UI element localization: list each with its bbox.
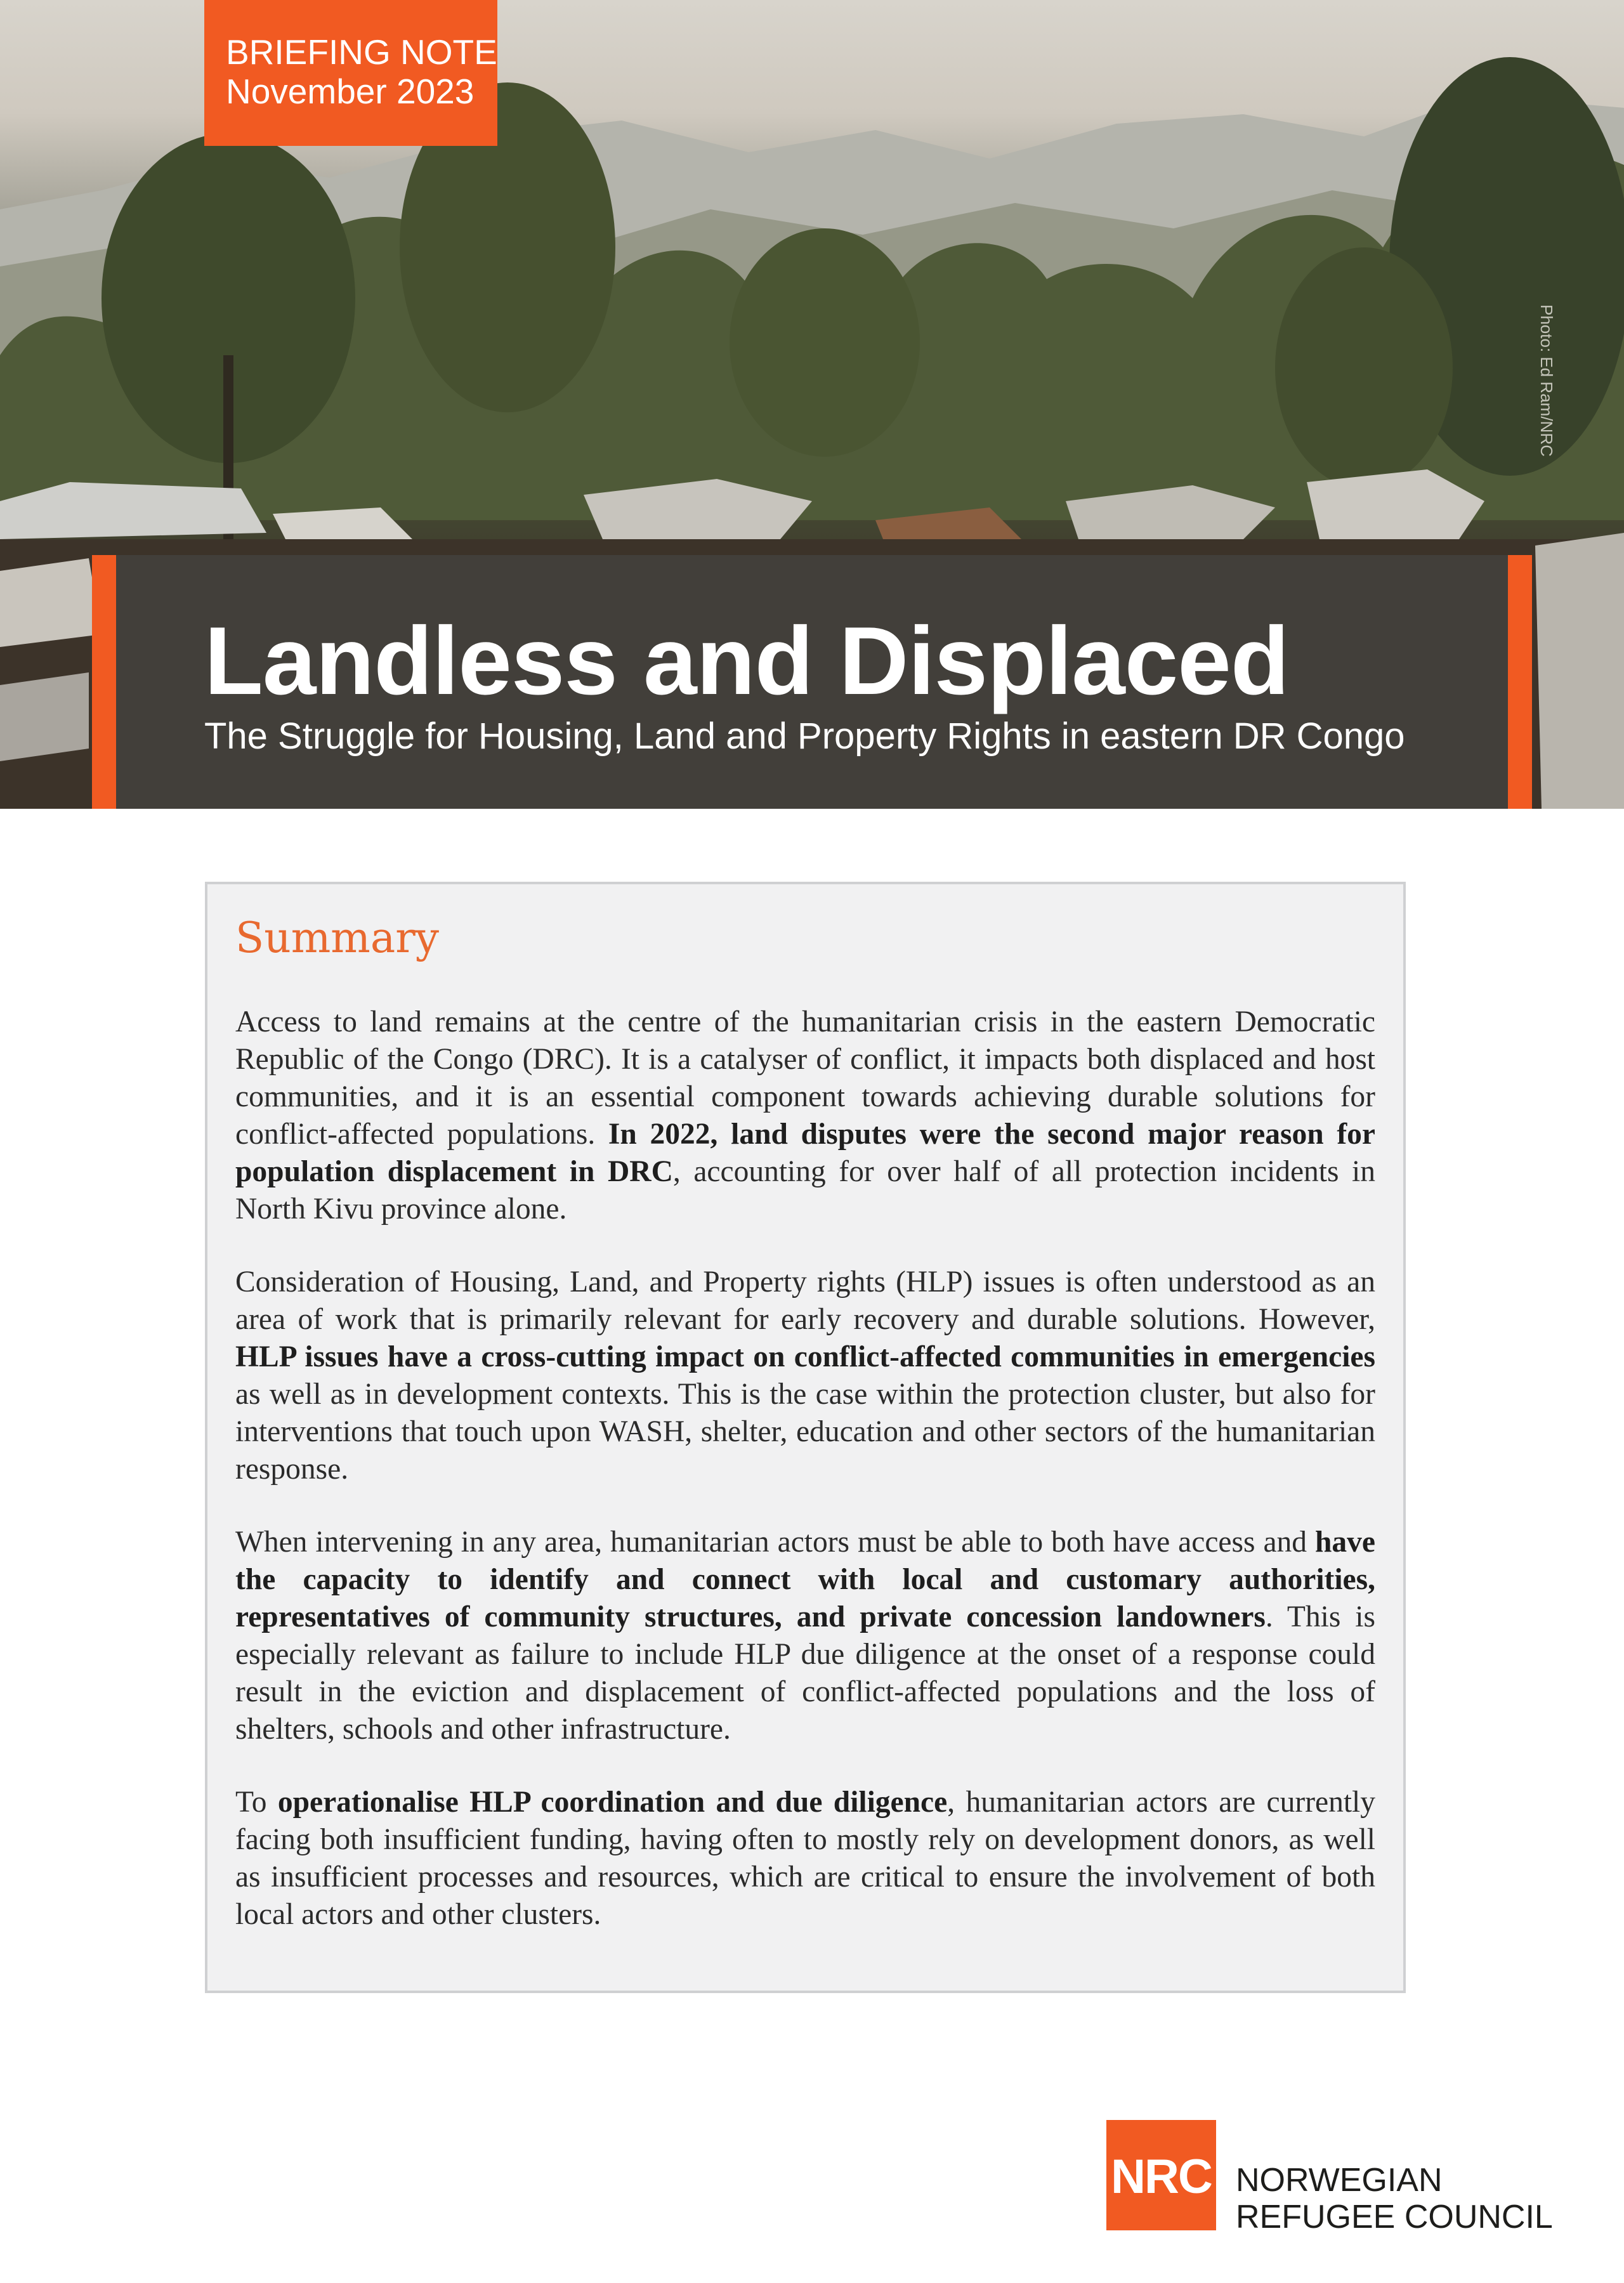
summary-paragraph-1	[235, 1004, 1375, 1228]
briefing-note-badge	[204, 0, 497, 146]
paragraph-text: When intervening in any area, humanitarian actors must be able to both have access and	[235, 1526, 1315, 1559]
paragraph-emphasis: have the capacity to identify and connect with local and customary authorities, representatives of community structures, and private concession landowners	[235, 1526, 1375, 1633]
nrc-logo	[1106, 2120, 1216, 2230]
publication-date: November 2023	[226, 72, 475, 111]
paragraph-text: To	[235, 1786, 278, 1819]
nrc-logo-abbreviation: NRC	[1111, 2150, 1212, 2204]
paragraph-text: , humanitarian actors are currently facing both insufficient funding, having often to mostly rely on development donors, as well as insufficient processes and resources, which are critical to ensure the involvement of both local actors and other clusters.	[235, 1786, 1376, 1931]
summary-box	[205, 882, 1406, 1993]
paragraph-emphasis: In 2022, land disputes were the second major reason for population displacement in DRC	[235, 1118, 1375, 1188]
paragraph-text: as well as in development contexts. This is the case within the protection cluster, but also for interventions that touch upon WASH, shelter, education and other sectors of the humanitarian response.	[235, 1378, 1375, 1486]
summary-paragraph-2	[235, 1264, 1375, 1488]
paragraph-text: Consideration of Housing, Land, and Property rights (HLP) issues is often understood as an area of work that is primarily relevant for early recovery and durable solutions. However,	[235, 1266, 1375, 1336]
title-band-accent-left	[92, 555, 116, 809]
document-title: Landless and Displaced	[204, 607, 1289, 715]
summary-paragraph-4	[235, 1784, 1375, 1933]
summary-heading: Summary	[235, 913, 440, 962]
document-type-label: BRIEFING NOTE	[226, 32, 497, 72]
paragraph-text: , accounting for over half of all protection incidents in North Kivu province alone.	[235, 1155, 1375, 1226]
title-band-accent-right	[1508, 555, 1532, 809]
paragraph-emphasis: HLP issues have a cross-cutting impact on conflict-affected communities in emergencies	[235, 1340, 1375, 1373]
document-subtitle: The Struggle for Housing, Land and Property Rights in eastern DR Congo	[204, 716, 1405, 757]
paragraph-text: Access to land remains at the centre of the humanitarian crisis in the eastern Democratic Republic of the Congo (DRC). It is a catalyser of conflict, it impacts both displaced and host communities, and it is an essential component towards achieving durable solutions for conflict-affected populations.	[235, 1005, 1375, 1151]
organization-name-line-2: REFUGEE COUNCIL	[1236, 2199, 1553, 2235]
paragraph-text: . This is especially relevant as failure to include HLP due diligence at the onset of a response could result in the eviction and displacement of conflict-affected populations and the loss of shelters, schools and other infrastructure.	[235, 1600, 1375, 1746]
organization-name-line-1: NORWEGIAN	[1236, 2162, 1443, 2199]
summary-paragraph-3	[235, 1524, 1375, 1748]
photo-credit: Photo: Ed Ram/NRC	[1537, 304, 1556, 457]
summary-body	[235, 1004, 1375, 1969]
paragraph-emphasis: operationalise HLP coordination and due diligence	[277, 1786, 948, 1819]
